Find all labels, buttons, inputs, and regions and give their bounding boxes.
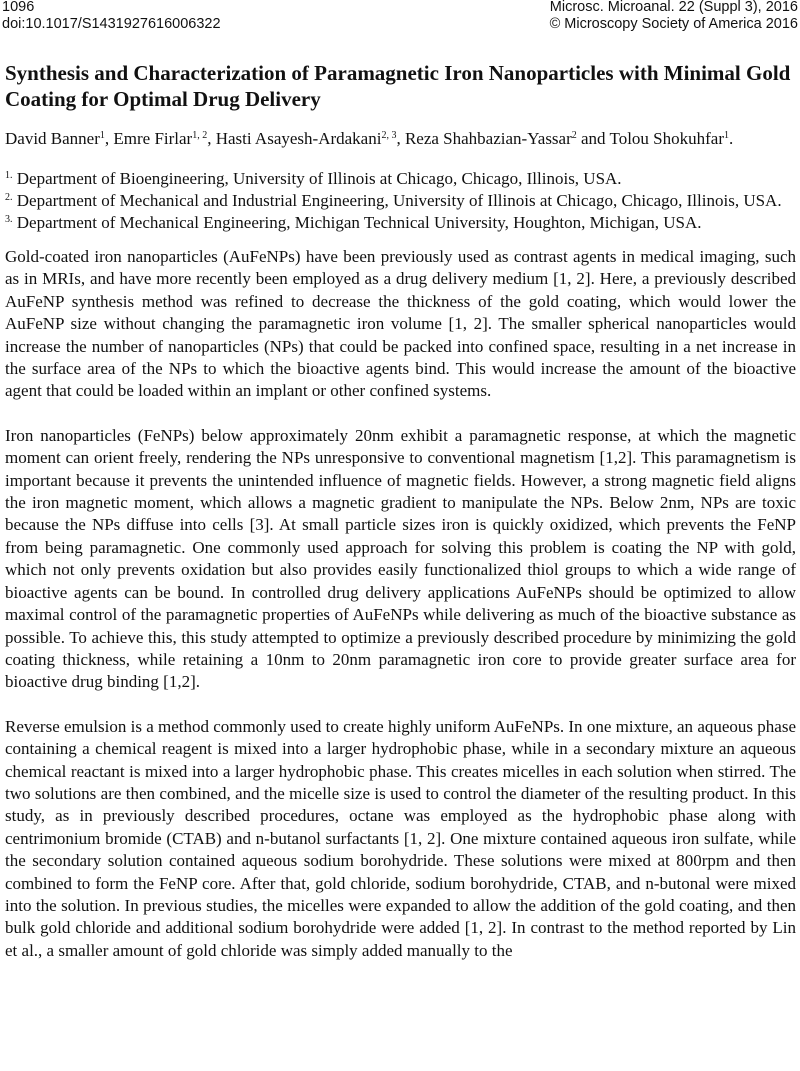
affiliation-list (5, 168, 796, 234)
journal-citation: Microsc. Microanal. 22 (Suppl 3), 2016 (549, 0, 798, 15)
doi: doi:10.1017/S1431927616006322 (2, 16, 221, 32)
body-text (5, 246, 796, 962)
paragraph: Reverse emulsion is a method commonly used to create highly uniform AuFeNPs. In one mixture, an aqueous phase containing a chemical reagent is mixed into a larger hydrophobic phase, while in a secondary mixture an aqueous chemical reactant is mixed into a larger hydrophobic phase. This creates micelles in each solution when stirred. The two solutions are then combined, and the micelle size is used to control the diameter of the resulting product. In this study, as in previously described procedures, octane was employed as the hydrophobic phase along with centrimonium bromide (CTAB) and n-butanol surfactants [1, 2]. One mixture contained aqueous iron sulfate, while the secondary solution contained aqueous sodium borohydride. These solutions were mixed at 800rpm and then combined to form the FeNP core. After that, gold chloride, sodium borohydride, CTAB, and n-butonal were mixed into the solution. In previous studies, the micelles were expanded to allow the addition of the gold coating, and then bulk gold chloride and additional sodium borohydride were added [1, 2]. In contrast to the method reported by Lin et al., a smaller amount of gold chloride was simply added manually to the (5, 716, 796, 960)
affiliation: $^{2.}$ Department of Mechanical and Industrial Engineering, University of Illinois at Chicago, Chicago, Illinois, USA. (5, 191, 782, 210)
article (5, 61, 796, 984)
paragraph: Iron nanoparticles (FeNPs) below approximately 20nm exhibit a paramagnetic response, at which the magnetic moment can orient freely, rendering the NPs unresponsive to conventional magnetism [1,2]. This paramagnetism is important because it prevents the unintended influence of magnetic fields. However, a strong magnetic field aligns the iron magnetic moment, which allows a magnetic gradient to manipulate the NPs. Below 2nm, NPs are toxic because the NPs diffuse into cells [3]. At small particle sizes iron is quickly oxidized, which prevents the FeNP from being paramagnetic. One commonly used approach for solving this problem is coating the NP with gold, which not only prevents oxidation but also provides easily functionalized thiol groups to which a wide range of bioactive agents can be bound. In controlled drug delivery applications AuFeNPs should be optimized to allow maximal control of the paramagnetic properties of AuFeNPs while delivering as much of the bioactive substance as possible. To achieve this, this study attempted to optimize a previously described procedure by minimizing the gold coating thickness, while retaining a 10nm to 20nm paramagnetic iron core to provide greater surface area for bioactive drug binding [1,2]. (5, 425, 796, 692)
author: Reza Shahbazian-Yassar$^2$ and (404, 129, 610, 148)
page-number: 1096 (2, 0, 35, 15)
author: Hasti Asayesh-Ardakani$^{2, 3}$, (215, 129, 405, 148)
author-list (5, 128, 796, 150)
author: Tolou Shokuhfar$^1$. (609, 129, 734, 148)
paragraph: Gold-coated iron nanoparticles (AuFeNPs) have been previously used as contrast agents in medical imaging, such as in MRIs, and have more recently been employed as a drug delivery medium [1, 2]. Here, a previously described AuFeNP synthesis method was refined to decrease the thickness of the gold coating, which would lower the AuFeNP size without changing the paramagnetic iron volume [1, 2]. The smaller spherical nanoparticles would increase the number of nanoparticles (NPs) that could be packed into confined space, resulting in a net increase in the surface area of the NPs to which the bioactive agents bind. This would increase the amount of the bioactive agent that could be loaded within an implant or other confined systems. (5, 247, 796, 401)
affiliation: $^{3.}$ Department of Mechanical Engineering, Michigan Technical University, Houghton, Michigan, USA. (5, 213, 702, 232)
page-header-left (2, 0, 221, 33)
paper-title: Synthesis and Characterization of Paramagnetic Iron Nanoparticles with Minimal Gold Coating for Optimal Drug Delivery (5, 61, 791, 111)
author: Emre Firlar$^{1, 2}$, (113, 129, 216, 148)
copyright: © Microscopy Society of America 2016 (549, 16, 798, 32)
affiliation: $^{1.}$ Department of Bioengineering, University of Illinois at Chicago, Chicago, Illinois, USA. (5, 169, 622, 188)
author: David Banner$^1$, (5, 129, 114, 148)
page-header-right (550, 0, 798, 33)
